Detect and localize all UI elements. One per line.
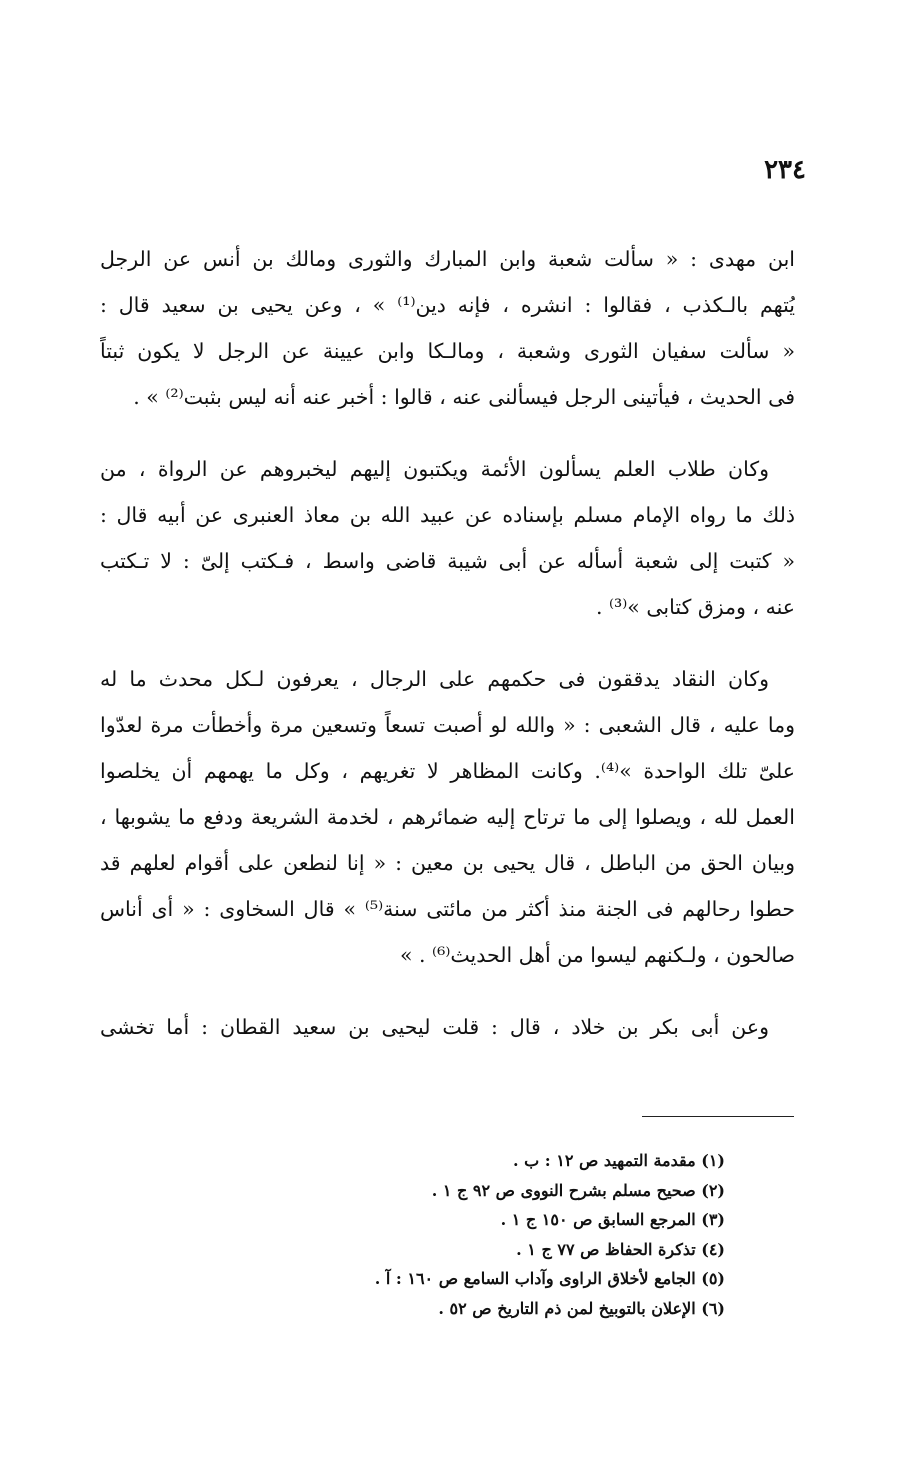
footnote-5: (٥) الجامع لأخلاق الراوى وآداب السامع ص ١٦٠ : آ .: [374, 1269, 725, 1288]
paragraph-spacer: [100, 978, 795, 1004]
text-line: وبيان الحق من الباطل ، قال يحيى بن معين : « إنا لنطعن على أقوام لعلهم قد: [100, 851, 795, 875]
text-line: صالحون ، ولـكنهم ليسوا من أهل الحديث⁽⁶⁾ . »: [399, 943, 795, 967]
paragraph-4: [100, 1004, 795, 1050]
text-line: ذلك ما رواه الإمام مسلم بإسناده عن عبيد الله بن معاذ العنبرى عن أبيه قال :: [100, 503, 795, 527]
footnotes: [205, 1146, 725, 1323]
page-number: ٢٣٤: [764, 155, 806, 185]
text-line: يُتهم بالـكذب ، فقالوا : انشره ، فإنه دين⁽¹⁾ » ، وعن يحيى بن سعيد قال :: [100, 293, 795, 317]
text-line: وما عليه ، قال الشعبى : « والله لو أصبت تسعاً وتسعين مرة وأخطأت مرة لعدّوا: [100, 713, 795, 737]
text-line: ابن مهدى : « سألت شعبة وابن المبارك والثورى ومالك بن أنس عن الرجل: [100, 247, 795, 271]
text-line: حطوا رحالهم فى الجنة منذ أكثر من مائتى سنة⁽⁵⁾ » قال السخاوى : « أى أناس: [100, 897, 795, 921]
footnote-1: (١) مقدمة التمهيد ص ١٢ : ب .: [512, 1151, 725, 1170]
text-line: عنه ، ومزق كتابى »⁽³⁾ .: [595, 595, 795, 619]
text-line: « كتبت إلى شعبة أسأله عن أبى شيبة قاضى واسط ، فـكتب إلىّ : لا تـكتب: [100, 549, 795, 573]
paragraph-3: [100, 656, 795, 978]
text-line: وكان النقاد يدققون فى حكمهم على الرجال ، يعرفون لـكل محدث ما له: [100, 667, 769, 691]
footnote-divider: [642, 1116, 794, 1117]
text-line: العمل لله ، ويصلوا إلى ما ترتاح إليه ضمائرهم ، لخدمة الشريعة ودفع ما يشوبها ،: [100, 805, 795, 829]
footnote-6: (٦) الإعلان بالتوبيخ لمن ذم التاريخ ص ٥٢ .: [438, 1298, 725, 1318]
main-text: [100, 236, 795, 1050]
paragraph-spacer: [100, 630, 795, 656]
text-line: وكان طلاب العلم يسألون الأئمة ويكتبون إليهم ليخبروهم عن الرواة ، من: [100, 457, 769, 481]
footnote-4: (٤) تذكرة الحفاظ ص ٧٧ ج ١ .: [516, 1239, 725, 1259]
footnote-2: (٢) صحيح مسلم بشرح النووى ص ٩٢ ج ١ .: [431, 1180, 725, 1200]
paragraph-spacer: [100, 420, 795, 446]
paragraph-1: [100, 236, 795, 420]
paragraph-2: [100, 446, 795, 630]
text-line: فى الحديث ، فيأتينى الرجل فيسألنى عنه ، قالوا : أخبر عنه أنه ليس بثبت⁽²⁾ » .: [133, 385, 795, 409]
footnote-3: (٣) المرجع السابق ص ١٥٠ ج ١ .: [500, 1210, 725, 1229]
text-line: وعن أبى بكر بن خلاد ، قال : قلت ليحيى بن سعيد القطان : أما تخشى: [100, 1015, 769, 1039]
text-line: « سألت سفيان الثورى وشعبة ، ومالـكا وابن عيينة عن الرجل لا يكون ثبتاً: [100, 339, 795, 363]
text-line: علىّ تلك الواحدة »⁽⁴⁾. وكانت المظاهر لا تغريهم ، وكل ما يهمهم أن يخلصوا: [100, 759, 795, 783]
